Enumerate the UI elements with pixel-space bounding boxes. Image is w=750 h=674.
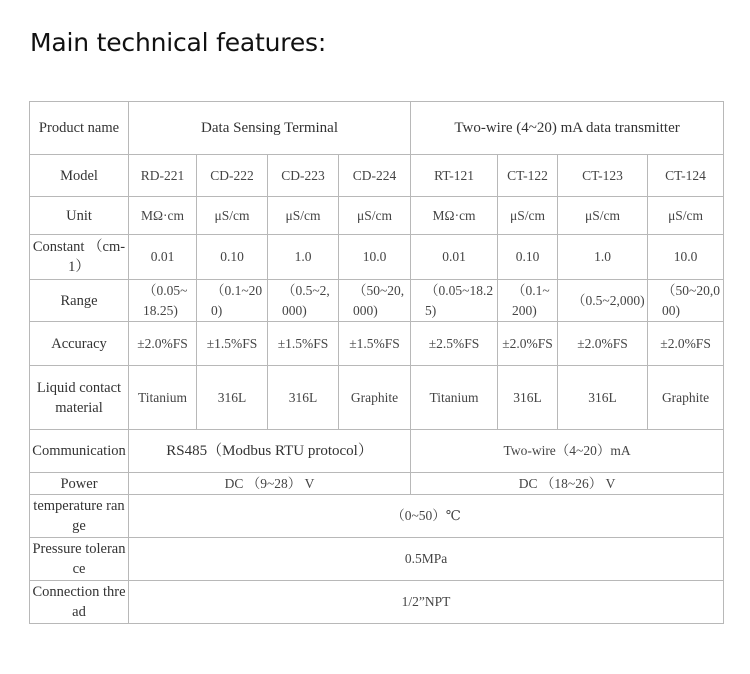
row-header-constant: Constant （cm-1）: [30, 235, 129, 280]
unit-cell: MΩ·cm: [129, 197, 197, 235]
power-cell-transmitter: DC （18~26） V: [411, 473, 724, 495]
model-cell: CD-224: [339, 155, 411, 197]
table-row-connection-thread: [30, 581, 724, 624]
unit-cell: μS/cm: [339, 197, 411, 235]
table-row-constant: [30, 235, 724, 280]
unit-cell: MΩ·cm: [411, 197, 498, 235]
constant-cell: 1.0: [558, 235, 648, 280]
range-cell: （0.5~2,000): [558, 280, 648, 322]
unit-cell: μS/cm: [197, 197, 268, 235]
constant-cell: 10.0: [339, 235, 411, 280]
page-title: Main technical features:: [30, 28, 327, 57]
communication-cell-transmitter: Two-wire（4~20）mA: [411, 430, 724, 473]
constant-cell: 10.0: [648, 235, 724, 280]
model-cell: CD-222: [197, 155, 268, 197]
row-header-connection-thread: Connection thread: [30, 581, 129, 624]
material-cell: 316L: [498, 366, 558, 430]
table-row-model: [30, 155, 724, 197]
accuracy-cell: ±2.0%FS: [498, 322, 558, 366]
unit-cell: μS/cm: [268, 197, 339, 235]
material-cell: Graphite: [648, 366, 724, 430]
accuracy-cell: ±2.0%FS: [558, 322, 648, 366]
range-cell: （0.1~200): [197, 280, 268, 322]
connection-cell: 1/2”NPT: [129, 581, 724, 624]
row-header-liquid-contact-material: Liquid contact material: [30, 366, 129, 430]
temperature-cell: （0~50）℃: [129, 495, 724, 538]
table-row-power: [30, 473, 724, 495]
table-header-row: [30, 102, 724, 155]
group-header-sensing-terminal: Data Sensing Terminal: [129, 102, 411, 155]
table-row-unit: [30, 197, 724, 235]
table-row-communication: [30, 430, 724, 473]
row-header-range: Range: [30, 280, 129, 322]
row-header-temperature-range: temperature range: [30, 495, 129, 538]
material-cell: 316L: [558, 366, 648, 430]
material-cell: 316L: [268, 366, 339, 430]
table-row-liquid-contact-material: [30, 366, 724, 430]
table-row-temperature-range: [30, 495, 724, 538]
unit-cell: μS/cm: [498, 197, 558, 235]
power-cell-sensing: DC （9~28） V: [129, 473, 411, 495]
pressure-cell: 0.5MPa: [129, 538, 724, 581]
range-cell: （50~20,000): [648, 280, 724, 322]
range-cell: （0.05~18.25): [129, 280, 197, 322]
table-row-accuracy: [30, 322, 724, 366]
row-header-product-name: Product name: [30, 102, 129, 155]
technical-features-table: [29, 101, 724, 624]
material-cell: Titanium: [411, 366, 498, 430]
accuracy-cell: ±1.5%FS: [339, 322, 411, 366]
range-cell: （0.05~18.25): [411, 280, 498, 322]
material-cell: Titanium: [129, 366, 197, 430]
table-row-range: [30, 280, 724, 322]
material-cell: 316L: [197, 366, 268, 430]
model-cell: RD-221: [129, 155, 197, 197]
model-cell: CT-124: [648, 155, 724, 197]
accuracy-cell: ±2.0%FS: [648, 322, 724, 366]
row-header-accuracy: Accuracy: [30, 322, 129, 366]
constant-cell: 0.10: [197, 235, 268, 280]
communication-cell-sensing: RS485（Modbus RTU protocol）: [129, 430, 411, 473]
unit-cell: μS/cm: [558, 197, 648, 235]
range-cell: （0.1~200): [498, 280, 558, 322]
model-cell: CT-123: [558, 155, 648, 197]
model-cell: RT-121: [411, 155, 498, 197]
model-cell: CT-122: [498, 155, 558, 197]
group-header-transmitter: Two-wire (4~20) mA data transmitter: [411, 102, 724, 155]
constant-cell: 1.0: [268, 235, 339, 280]
constant-cell: 0.01: [411, 235, 498, 280]
accuracy-cell: ±1.5%FS: [197, 322, 268, 366]
unit-cell: μS/cm: [648, 197, 724, 235]
row-header-power: Power: [30, 473, 129, 495]
range-cell: （50~20,000): [339, 280, 411, 322]
model-cell: CD-223: [268, 155, 339, 197]
row-header-communication: Communication: [30, 430, 129, 473]
row-header-pressure-tolerance: Pressure tolerance: [30, 538, 129, 581]
constant-cell: 0.10: [498, 235, 558, 280]
table-row-pressure-tolerance: [30, 538, 724, 581]
row-header-unit: Unit: [30, 197, 129, 235]
accuracy-cell: ±2.5%FS: [411, 322, 498, 366]
constant-cell: 0.01: [129, 235, 197, 280]
material-cell: Graphite: [339, 366, 411, 430]
accuracy-cell: ±2.0%FS: [129, 322, 197, 366]
range-cell: （0.5~2,000): [268, 280, 339, 322]
row-header-model: Model: [30, 155, 129, 197]
accuracy-cell: ±1.5%FS: [268, 322, 339, 366]
